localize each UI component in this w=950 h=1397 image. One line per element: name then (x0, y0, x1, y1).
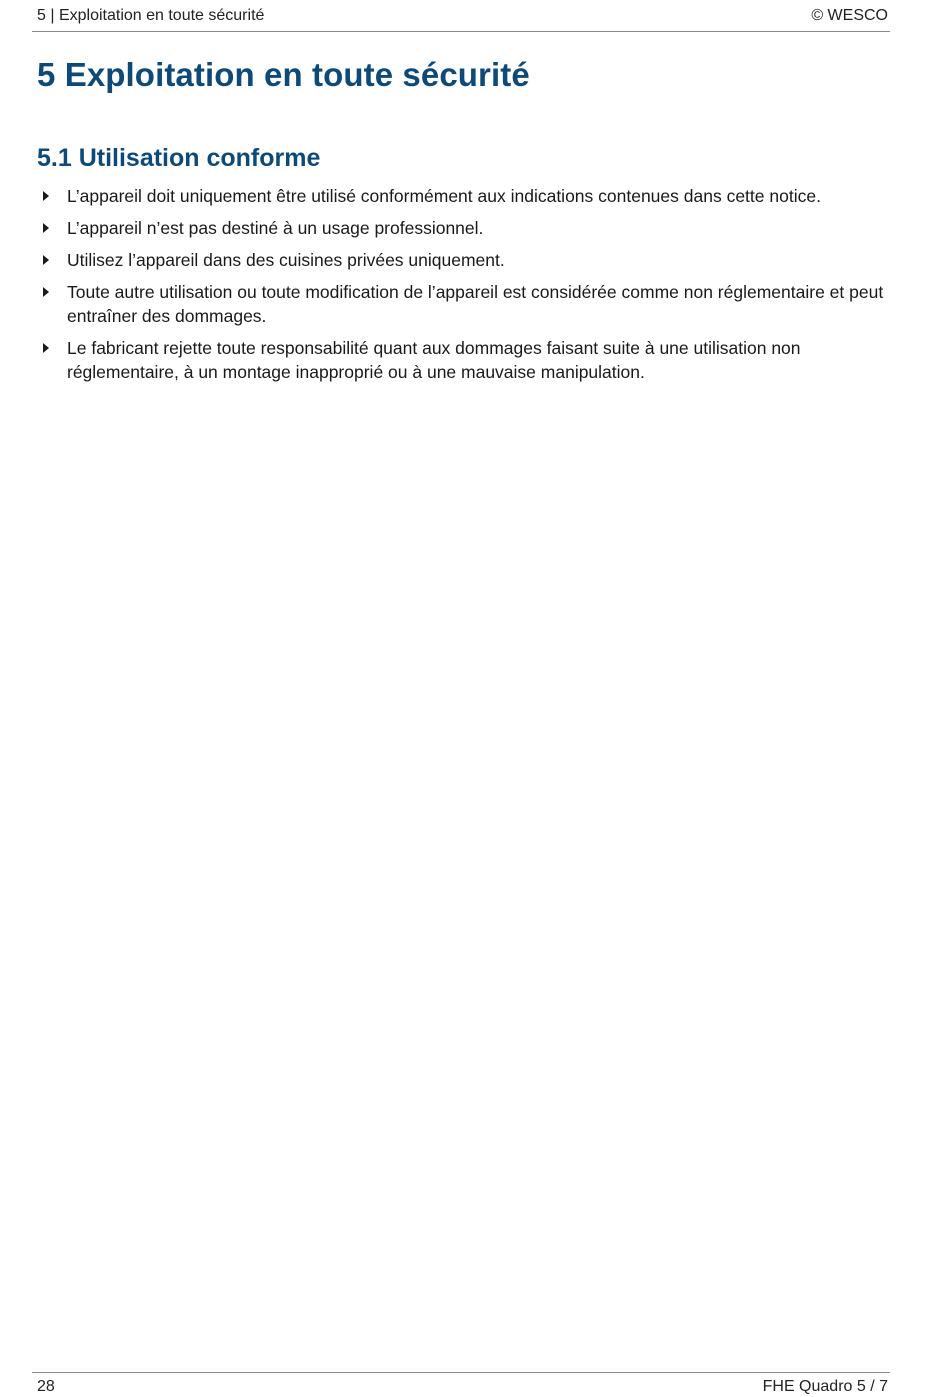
triangle-bullet-icon (43, 343, 49, 353)
section-title: 5.1 Utilisation conforme (37, 144, 321, 172)
header-divider (32, 31, 890, 32)
bullet-list (37, 184, 887, 392)
list-item (37, 336, 887, 384)
chapter-title: 5 Exploitation en toute sécurité (37, 56, 530, 93)
list-item-text: Le fabricant rejette toute responsabilité quant aux dommages faisant suite à une utilisation non réglementaire, à un montage inapproprié ou à une mauvaise manipulation. (67, 338, 801, 382)
triangle-bullet-icon (43, 223, 49, 233)
list-item-text: Toute autre utilisation ou toute modification de l’appareil est considérée comme non réglementaire et peut entraîner des dommages. (67, 282, 884, 326)
list-item (37, 184, 887, 208)
triangle-bullet-icon (43, 191, 49, 201)
list-item (37, 216, 887, 240)
page-footer (37, 1377, 888, 1397)
list-item-text: Utilisez l’appareil dans des cuisines privées uniquement. (67, 250, 505, 270)
list-item (37, 280, 887, 328)
header-section-label: 5 | Exploitation en toute sécurité (37, 7, 265, 24)
page-header (37, 5, 888, 27)
list-item (37, 248, 887, 272)
header-copyright: © WESCO (811, 7, 888, 24)
list-item-text: L’appareil n’est pas destiné à un usage professionnel. (67, 218, 484, 238)
triangle-bullet-icon (43, 287, 49, 297)
triangle-bullet-icon (43, 255, 49, 265)
footer-divider (32, 1372, 890, 1373)
page-number: 28 (37, 1378, 55, 1395)
list-item-text: L’appareil doit uniquement être utilisé conformément aux indications contenues dans cette notice. (67, 186, 821, 206)
footer-product-name: FHE Quadro 5 / 7 (762, 1378, 888, 1395)
